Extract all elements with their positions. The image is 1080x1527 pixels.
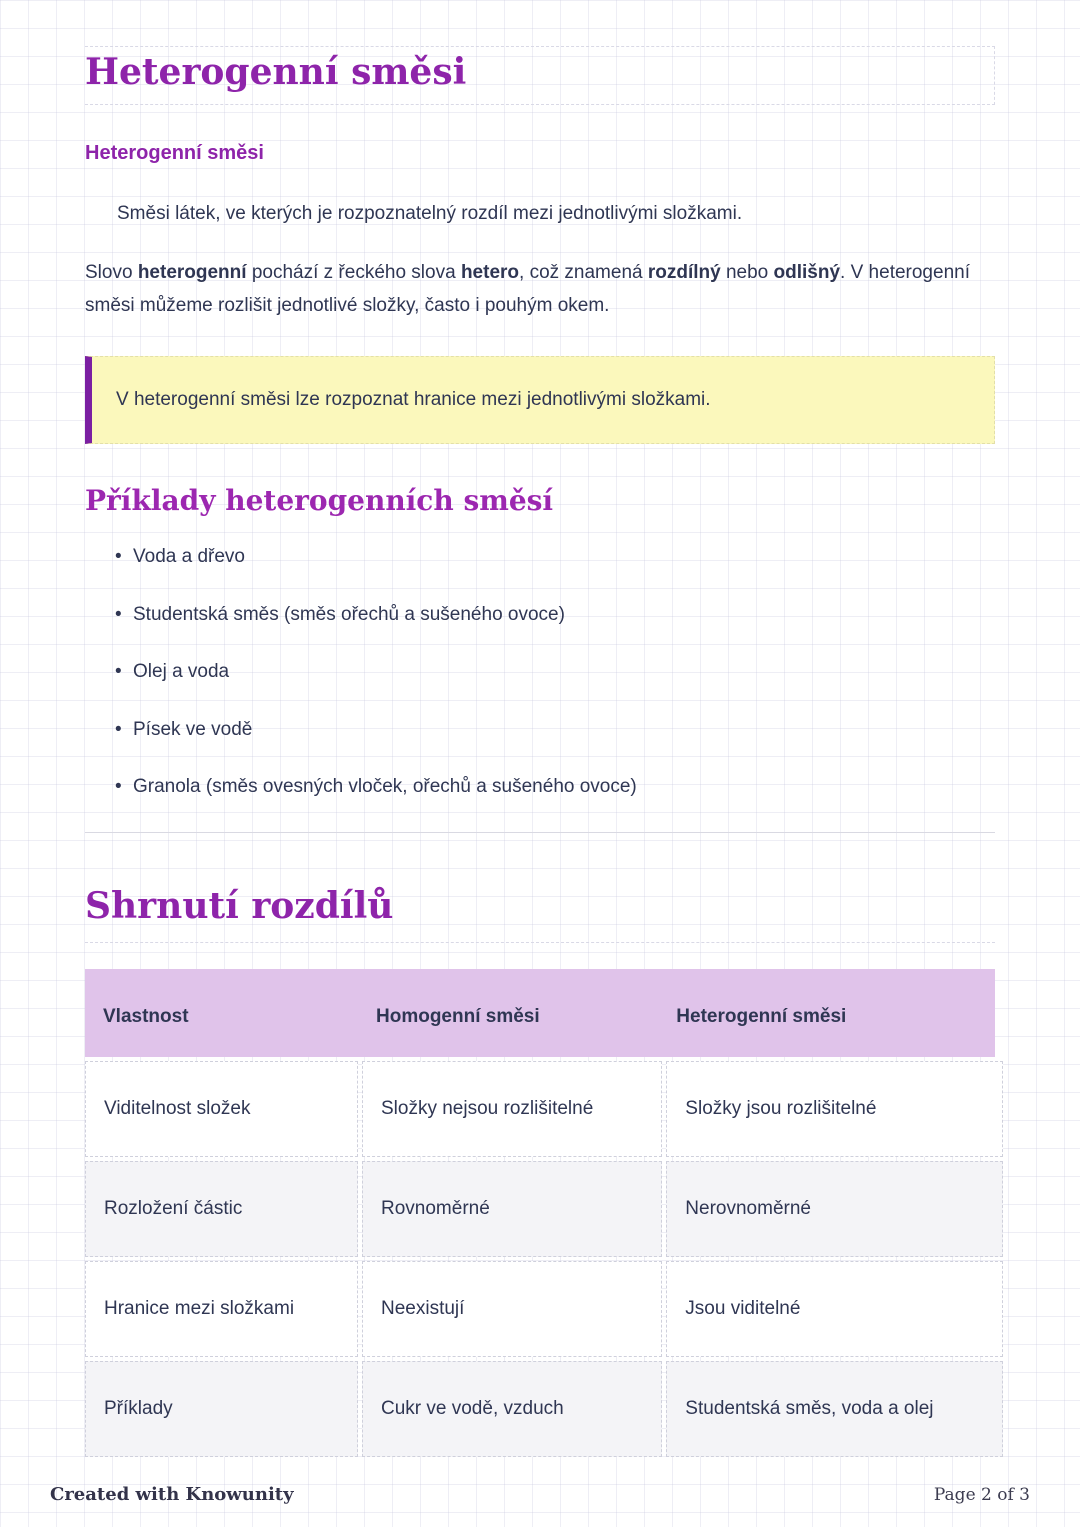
table-cell: Cukr ve vodě, vzduch <box>362 1361 662 1457</box>
list-item <box>115 659 995 686</box>
page-footer <box>50 1484 1030 1505</box>
summary-heading: Shrnutí rozdílů <box>85 885 995 943</box>
table-header-cell: Heterogenní směsi <box>676 1006 847 1028</box>
examples-heading: Příklady heterogenních směsí <box>85 484 554 518</box>
table-header-cell: Homogenní směsi <box>376 1006 540 1028</box>
intro-segment-bold: hetero <box>460 261 520 283</box>
table-header-row <box>85 969 995 1057</box>
comparison-table <box>85 969 995 1457</box>
table-cell: Nerovnoměrné <box>666 1161 1003 1257</box>
table-cell: Složky jsou rozlišitelné <box>666 1061 1003 1157</box>
table-row <box>85 1061 995 1157</box>
table-cell: Složky nejsou rozlišitelné <box>362 1061 662 1157</box>
table-cell: Neexistují <box>362 1261 662 1357</box>
footer-brand: Created with Knowunity <box>50 1484 294 1505</box>
list-item <box>115 602 995 629</box>
intro-segment-bold: odlišný <box>773 261 841 283</box>
callout-text: V heterogenní směsi lze rozpoznat hranice mezi jednotlivými složkami. <box>116 389 711 411</box>
bullet-icon: • <box>115 718 122 740</box>
intro-segment: nebo <box>720 261 774 283</box>
table-cell: Rozložení částic <box>85 1161 358 1257</box>
section-divider <box>85 832 995 833</box>
table-cell: Příklady <box>85 1361 358 1457</box>
list-item-text: Olej a voda <box>133 661 230 683</box>
definition-text: Směsi látek, ve kterých je rozpoznatelný rozdíl mezi jednotlivými složkami. <box>117 203 743 225</box>
callout-box <box>85 356 995 444</box>
intro-segment-bold: heterogenní <box>137 261 247 283</box>
list-item-text: Studentská směs (směs ořechů a sušeného ovoce) <box>133 603 565 625</box>
examples-list <box>85 544 995 801</box>
main-title: Heterogenní směsi <box>85 46 995 105</box>
list-item-text: Voda a dřevo <box>133 546 245 568</box>
list-item <box>115 774 995 801</box>
intro-segment: pochází z řeckého slova <box>246 261 461 283</box>
term-subtitle: Heterogenní směsi <box>85 142 264 165</box>
table-row <box>85 1161 995 1257</box>
intro-segment: Slovo <box>85 261 138 283</box>
intro-segment-bold: rozdílný <box>647 261 721 283</box>
bullet-icon: • <box>115 603 122 625</box>
list-item <box>115 544 995 571</box>
bullet-icon: • <box>115 776 122 798</box>
intro-segment: . V heterogenní směsi můžeme rozlišit jednotlivé složky, často i pouhým okem. <box>85 261 970 316</box>
table-body <box>85 1061 995 1457</box>
list-item-text: Granola (směs ovesných vloček, ořechů a sušeného ovoce) <box>133 776 637 798</box>
table-row <box>85 1261 995 1357</box>
table-cell: Studentská směs, voda a olej <box>666 1361 1003 1457</box>
list-item <box>115 717 995 744</box>
page-number: Page 2 of 3 <box>933 1485 1030 1505</box>
intro-segment: , což znamená <box>519 261 648 283</box>
table-cell: Viditelnost složek <box>85 1061 358 1157</box>
intro-paragraph <box>85 256 995 323</box>
bullet-icon: • <box>115 661 122 683</box>
table-cell: Jsou viditelné <box>666 1261 1003 1357</box>
list-item-text: Písek ve vodě <box>133 718 253 740</box>
table-row <box>85 1361 995 1457</box>
table-header-cell: Vlastnost <box>103 1006 189 1028</box>
table-cell: Rovnoměrné <box>362 1161 662 1257</box>
bullet-icon: • <box>115 546 122 568</box>
table-cell: Hranice mezi složkami <box>85 1261 358 1357</box>
